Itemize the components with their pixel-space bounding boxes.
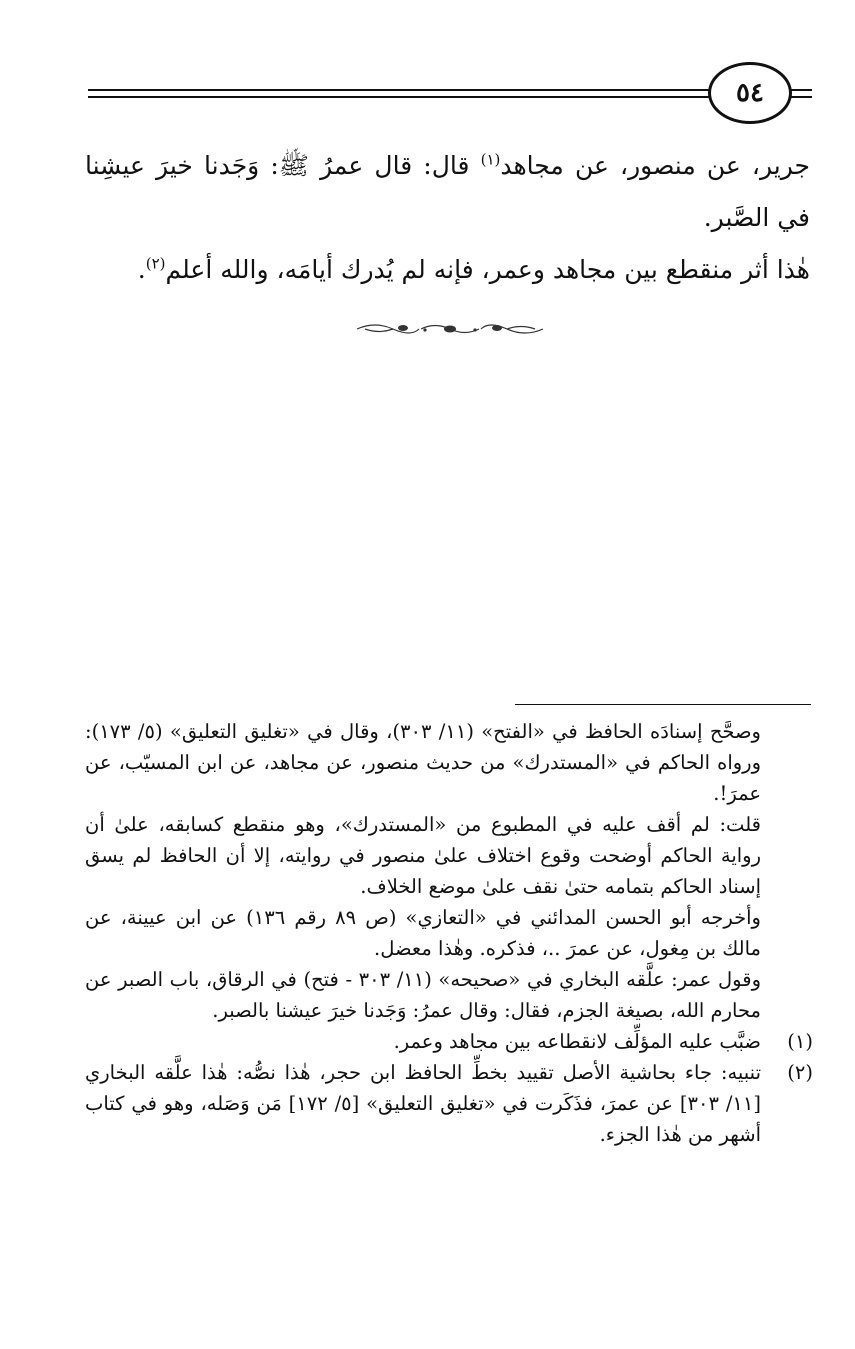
main-p1-text-b: قال: قال عمرُ ﷺ: وَجَدنا خيرَ عيشِنا في الصَّبر. xyxy=(85,151,810,232)
ornament-divider-icon xyxy=(355,320,545,338)
footnote-separator xyxy=(515,704,811,705)
footnote-ref-2: (٢) xyxy=(145,254,166,273)
header-rule-top xyxy=(88,89,710,91)
header-rule-right-top xyxy=(790,89,812,91)
footnote-continuation-4: وقول عمر: علَّقه البخاري في «صحيحه» (١١/ ٣٠٣ - فتح) في الرقاق، باب الصبر عن محارم الله، بصيغة الجزم، فقال: وقال عمرُ: وَجَدنا خيرَ عيشنا بالصبر. xyxy=(85,968,761,1022)
footnote-continuation-1: وصحَّح إسنادَه الحافظ في «الفتح» (١١/ ٣٠٣)، وقال في «تغليق التعليق» (٥/ ١٧٣): ورواه الحاكم في «المستدرك» من حديث منصور، عن مجاهد، عن ابن المسيّب، عن عمرَ!. xyxy=(85,720,761,805)
main-p2-text-a: هٰذا أثر منقطع بين مجاهد وعمر، فإنه لم يُدرك أيامَه، والله أعلم xyxy=(165,255,810,284)
footnote-2-number: (٢) xyxy=(787,1061,813,1084)
main-paragraph-2 xyxy=(85,244,810,296)
footnote-continuation-2: قلت: لم أقف عليه في المطبوع من «المستدرك»، وهو منقطع كسابقه، علىٰ أن رواية الحاكم أوضحت وقوع اختلاف علىٰ منصور في روايته، إلا أن الحافظ لم يسق إسناد الحاكم بتمامه حتىٰ نقف علىٰ موضع الخلاف. xyxy=(85,813,761,898)
page-number: ٥٤ xyxy=(708,62,792,124)
header-rule-right-bottom xyxy=(790,96,812,98)
main-paragraph-1 xyxy=(85,140,810,244)
header-rule-bottom xyxy=(88,96,710,98)
footnote-1 xyxy=(85,1026,813,1057)
main-p1-text-a: جرير، عن منصور، عن مجاهد xyxy=(500,151,810,180)
footnote-ref-1: (١) xyxy=(480,150,501,169)
footnote-2 xyxy=(85,1057,813,1150)
footnote-1-text: ضبَّب عليه المؤلِّف لانقطاعه بين مجاهد وعمر. xyxy=(393,1030,761,1053)
footnotes xyxy=(85,716,813,1150)
footnote-2-text: تنبيه: جاء بحاشية الأصل تقييد بخطِّ الحافظ ابن حجر، هٰذا نصُّه: هٰذا علَّقه البخاري [١١/ ٣٠٣] عن عمرَ، فذَكَرت في «تغليق التعليق» [٥/ ١٧٢] مَن وَصَله، وهو في كتاب أشهر من هٰذا الجزء. xyxy=(85,1061,761,1146)
main-p2-text-b: . xyxy=(137,255,146,284)
main-text xyxy=(85,140,810,296)
footnote-continuation-3: وأخرجه أبو الحسن المدائني في «التعازي» (ص ٨٩ رقم ١٣٦) عن ابن عيينة، عن مالك بن مِغول، عن عمرَ ..، فذكره. وهٰذا معضل. xyxy=(85,906,761,960)
footnote-1-number: (١) xyxy=(787,1030,813,1053)
